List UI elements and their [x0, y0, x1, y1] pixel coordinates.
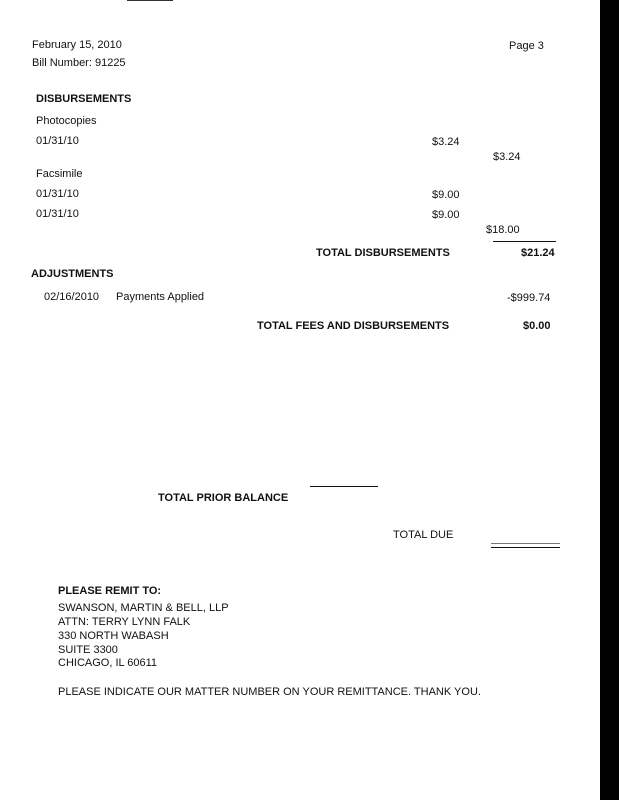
total-due-label: TOTAL DUE: [393, 529, 454, 541]
total-due-rule: [491, 547, 560, 548]
remit-city: CHICAGO, IL 60611: [58, 657, 158, 669]
facsimile-row-amount: $9.00: [432, 209, 460, 221]
scan-artifact: [127, 0, 173, 1]
photocopies-row-amount: $3.24: [432, 136, 460, 148]
remit-attn: ATTN: TERRY LYNN FALK: [58, 616, 191, 628]
total-fees-value: $0.00: [523, 320, 551, 332]
disbursements-heading: DISBURSEMENTS: [36, 93, 132, 105]
adjustment-row-date: 02/16/2010: [44, 291, 100, 303]
remit-note: PLEASE INDICATE OUR MATTER NUMBER ON YOUR REMITTANCE. THANK YOU.: [58, 686, 481, 698]
facsimile-row-amount: $9.00: [432, 189, 460, 201]
bill-date: February 15, 2010: [32, 39, 122, 51]
scan-edge-bar: [600, 0, 619, 800]
adjustment-row-description: Payments Applied: [116, 291, 205, 303]
photocopies-label: Photocopies: [36, 115, 97, 127]
remit-firm: SWANSON, MARTIN & BELL, LLP: [58, 602, 229, 614]
remit-suite: SUITE 3300: [58, 644, 118, 656]
bill-number: Bill Number: 91225: [32, 57, 126, 69]
remit-street: 330 NORTH WABASH: [58, 630, 169, 642]
total-disbursements-label: TOTAL DISBURSEMENTS: [316, 247, 450, 259]
total-due-faint-mark: [491, 543, 560, 544]
photocopies-row-date: 01/31/10: [36, 135, 79, 147]
adjustment-row-amount: -$999.74: [507, 292, 551, 304]
facsimile-row-date: 01/31/10: [36, 208, 79, 220]
prior-balance-rule: [310, 486, 378, 487]
photocopies-subtotal: $3.24: [493, 151, 521, 163]
total-disbursements-rule: [493, 241, 556, 242]
adjustments-heading: ADJUSTMENTS: [31, 268, 114, 280]
page-number: Page 3: [509, 40, 544, 52]
total-prior-balance-label: TOTAL PRIOR BALANCE: [158, 492, 289, 504]
total-fees-label: TOTAL FEES AND DISBURSEMENTS: [257, 320, 450, 332]
remit-heading: PLEASE REMIT TO:: [58, 585, 162, 597]
facsimile-subtotal: $18.00: [486, 224, 520, 236]
facsimile-row-date: 01/31/10: [36, 188, 79, 200]
facsimile-label: Facsimile: [36, 168, 83, 180]
total-disbursements-value: $21.24: [521, 247, 555, 259]
